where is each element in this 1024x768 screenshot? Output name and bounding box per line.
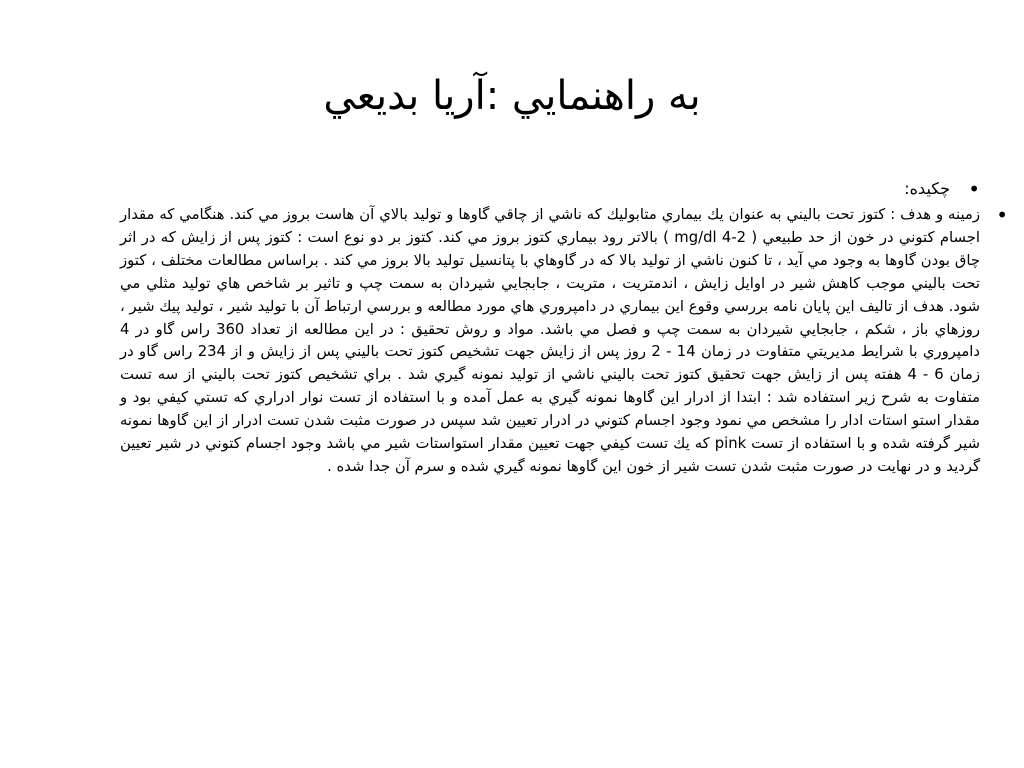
abstract-paragraph: • زمينه و هدف : كتوز تحت باليني به عنوان يك بيماري متابوليك كه ناشي از چاقي گاوها و توليد بالاي آن هاست بروز مي كند. هنگامي كه مقدار اجسام كتوني در خون از حد طبيعي ( mg/dl 4-2 ) بالاتر رود بيماري كتوز بروز مي كند. كتوز بر دو نوع است : كتوز پس از زايش كه در اثر چاق بودن گاوها به وجود مي آيد ، تا كنون ناشي از توليد بالا كه در گاوهاي با پتانسيل توليد بالا بروز مي كند . براساس مطالعات مختلف ، كتوز تحت باليني موجب كاهش شير در اوايل زايش ، اندمتريت ، متريت ، جابجايي شيردان به سمت چپ و تاثير بر شاخص هاي توليد مثلي مي شود. هدف از تاليف اين پايان نامه بررسي وقوع اين بيماري در دامپروري هاي مورد مطالعه و بررسي ارتباط آن با توليد شير ، توليد پيك شير ، روزهاي باز ، شكم ، جابجايي شيردان به سمت چپ و فصل مي باشد. مواد و روش تحقيق : در اين مطالعه از تعداد 360 راس گاو در 4 دامپروري با شرايط مديريتي متفاوت در زمان 14 - 2 روز پس از زايش جهت تشخيص كتوز تحت باليني پس از زايش و از 234 راس گاو در زمان 6 - 4 هفته پس از زايش جهت تحقيق كتوز تحت باليني ناشي از توليد نمونه گيري شد . براي تشخيص كتوز تحت باليني از سه تست متفاوت به شرح زير استفاده شد : ابتدا از ادرار اين گاوها نمونه گيري به عمل آمده و با استفاده از تست نوار ادراري كه تستي كيفي بود و مقدار استو استات ادار را مشخص مي نمود وجود اجسام كتوني در ادرار تعيين شد سپس در صورت مثبت شدن تست ادرار از اين گاوها نمونه شير گرفته شده و با استفاده از تست pink كه يك تست كيفي جهت تعيين مقدار استواستات شير مي باشد وجود اجسام كتوني در شير تعيين گرديد و در نهايت در صورت مثبت شدن تست شير از خون اين گاوها نمونه گيري شده و سرم آن جدا شده .	[120, 204, 980, 479]
abstract-heading: • چكيده:	[120, 176, 950, 202]
slide-title: به راهنمايي :آريا بديعي	[323, 73, 701, 119]
bullet-list	[62, 176, 981, 479]
